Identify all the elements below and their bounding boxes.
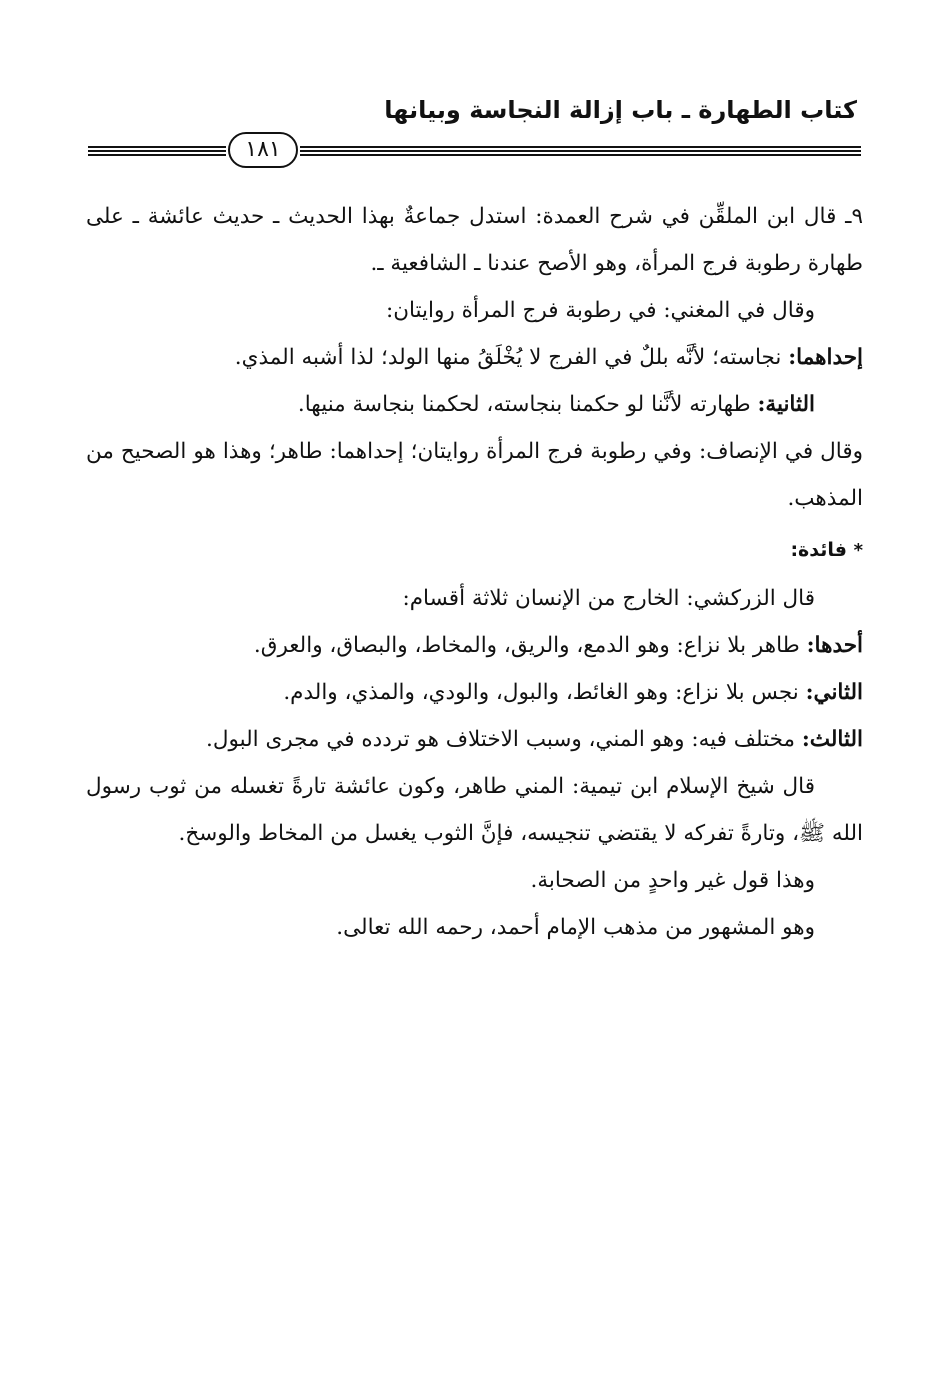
paragraph-text: طاهر بلا نزاع: وهو الدمع، والريق، والمخاط، والبصاق، والعرق. xyxy=(253,633,807,658)
paragraph-text: وهو المشهور من مذهب الإمام أحمد، رحمه الله تعالى. xyxy=(336,915,815,940)
paragraph-second-category xyxy=(86,669,863,716)
paragraph-ahmad xyxy=(86,904,863,951)
page-number: ١٨١ xyxy=(228,132,298,168)
paragraph-ibn-taymiyya xyxy=(86,763,863,857)
paragraph-second-narration xyxy=(86,381,863,428)
paragraph-lead: أحدها: xyxy=(806,633,863,658)
paragraph-mughni xyxy=(86,287,863,334)
paragraph-third-category xyxy=(86,716,863,763)
paragraph-insaf xyxy=(86,428,863,522)
paragraph-text: ٩ـ قال ابن الملقِّن في شرح العمدة: استدل جماعةٌ بهذا الحديث ـ حديث عائشة ـ على طهارة رطوبة فرج المرأة، وهو الأصح عندنا ـ الشافعية ـ. xyxy=(86,204,863,276)
paragraph-text: قال الزركشي: الخارج من الإنسان ثلاثة أقسام: xyxy=(402,586,815,611)
star-icon: * xyxy=(853,540,863,561)
header-rule-left xyxy=(88,146,226,156)
paragraph-lead: إحداهما: xyxy=(788,345,863,370)
fayda-label: فائدة: xyxy=(790,539,847,561)
paragraph-lead: الثالث: xyxy=(801,727,863,752)
paragraph-companions xyxy=(86,857,863,904)
paragraph-lead: الثانية: xyxy=(757,392,815,417)
header-rule-right xyxy=(300,146,861,156)
running-title: كتاب الطهارة ـ باب إزالة النجاسة وبيانها xyxy=(384,96,857,124)
paragraph-zarkashi xyxy=(86,575,863,622)
paragraph-text: وقال في الإنصاف: وفي رطوبة فرج المرأة روايتان؛ إحداهما: طاهر؛ وهذا هو الصحيح من المذهب. xyxy=(86,439,863,511)
body-text xyxy=(86,193,863,951)
paragraph-text: نجاسته؛ لأنَّه بللٌ في الفرج لا يُخْلَقُ منها الولد؛ لذا أشبه المذي. xyxy=(234,345,789,370)
paragraph-text: نجس بلا نزاع: وهو الغائط، والبول، والودي، والمذي، والدم. xyxy=(283,680,806,705)
paragraph-first-category xyxy=(86,622,863,669)
paragraph-ibn-mulaqqin xyxy=(86,193,863,287)
paragraph-text: وقال في المغني: في رطوبة فرج المرأة روايتان: xyxy=(385,298,815,323)
paragraph-text: قال شيخ الإسلام ابن تيمية: المني طاهر، وكون عائشة تارةً تغسله من ثوب رسول الله ﷺ، وتارةً تفركه لا يقتضي تنجيسه، فإنَّ الثوب يغسل من المخاط والوسخ. xyxy=(86,774,863,846)
paragraph-text: طهارته لأنَّنا لو حكمنا بنجاسته، لحكمنا بنجاسة منيها. xyxy=(297,392,758,417)
fayda-heading xyxy=(86,530,863,571)
paragraph-first-narration xyxy=(86,334,863,381)
paragraph-lead: الثاني: xyxy=(805,680,863,705)
paragraph-text: مختلف فيه: وهو المني، وسبب الاختلاف هو تردده في مجرى البول. xyxy=(206,727,802,752)
paragraph-text: وهذا قول غير واحدٍ من الصحابة. xyxy=(530,868,815,893)
